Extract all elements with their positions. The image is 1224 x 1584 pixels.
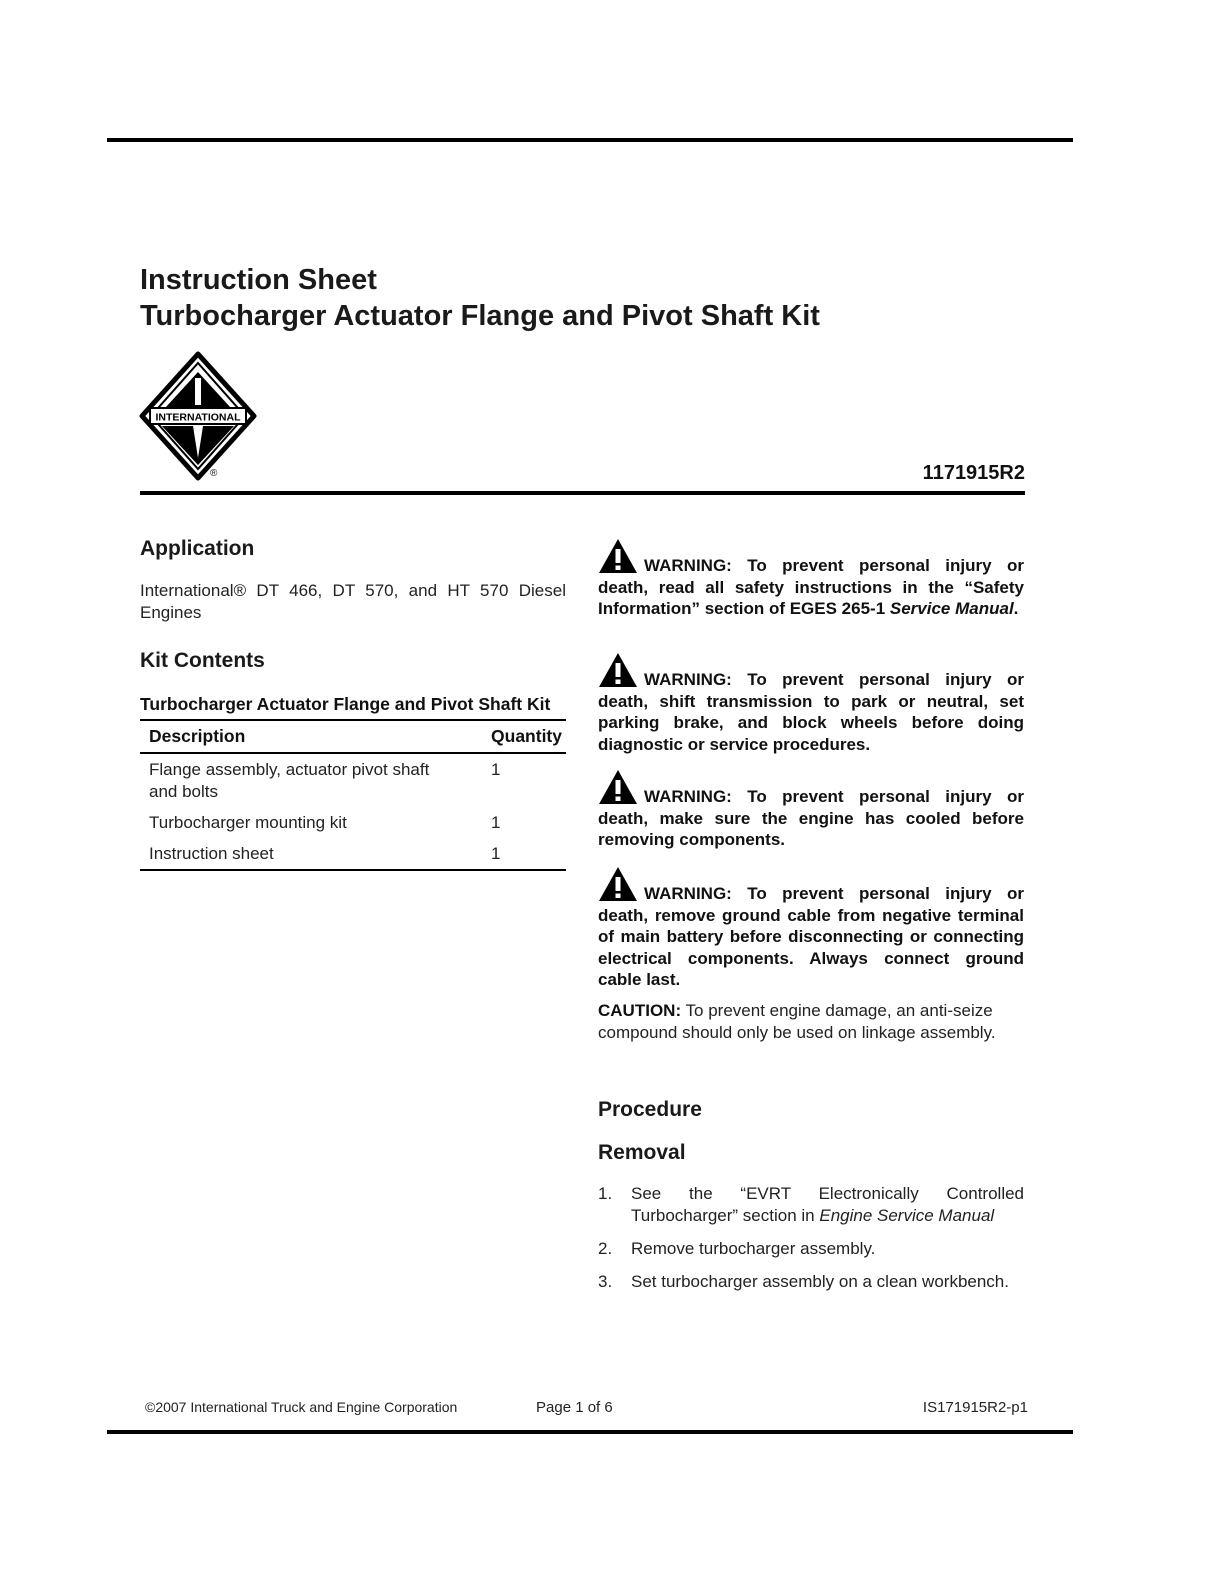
- caution-text: To prevent engine damage, an anti-seize compound should only be used on linkage assembly.: [598, 1001, 996, 1042]
- footer-reference: IS171915R2-p1: [922, 1399, 1028, 1416]
- warning-end: .: [1013, 599, 1019, 618]
- registered-mark: ®: [210, 468, 218, 479]
- caution-note: [598, 1000, 1024, 1044]
- step-text: Set turbocharger assembly on a clean workbench.: [631, 1272, 1009, 1291]
- warning-label: WARNING:: [644, 884, 732, 903]
- step-number: 3.: [598, 1272, 613, 1291]
- title-line-1: Instruction Sheet: [140, 264, 377, 296]
- warning-text: To prevent personal injury or death, remove ground cable from negative terminal of main battery before disconnecting or connecting electrical components. Always connect ground cable last.: [598, 884, 1024, 989]
- step-text-italic: Engine Service Manual: [819, 1206, 995, 1225]
- footer-copyright: ©2007 International Truck and Engine Corporation: [145, 1399, 458, 1415]
- step-text-main: See the “EVRT Electronically Controlled Turbocharger” section in: [631, 1184, 1024, 1225]
- table-caption: Turbocharger Actuator Flange and Pivot Shaft Kit: [140, 694, 566, 721]
- warning-triangle-icon: [598, 866, 638, 902]
- table-header: [140, 721, 566, 754]
- step-text: Remove turbocharger assembly.: [631, 1239, 876, 1258]
- warning-text: To prevent personal injury or death, read all safety instructions in the “Safety Information” section of EGES 265-1: [598, 556, 1024, 618]
- logo-text: INTERNATIONAL: [155, 411, 241, 424]
- column-header-quantity: Quantity: [491, 726, 562, 746]
- row-quantity: 1: [491, 813, 501, 832]
- table-row: [140, 807, 566, 838]
- bottom-rule: [107, 1430, 1073, 1434]
- warning-label: WARNING:: [644, 787, 732, 806]
- warning-triangle-icon: [598, 652, 638, 688]
- row-description: Flange assembly, actuator pivot shaft and bolts: [149, 760, 430, 801]
- list-item: [598, 1183, 1024, 1227]
- warning-2: [598, 652, 1024, 755]
- row-description: Turbocharger mounting kit: [149, 813, 347, 832]
- warning-label: WARNING:: [644, 670, 732, 689]
- footer-page-number: Page 1 of 6: [536, 1399, 613, 1416]
- removal-heading: Removal: [598, 1141, 686, 1164]
- document-number: 1171915R2: [922, 462, 1025, 484]
- warning-italic: Service Manual: [889, 599, 1014, 618]
- row-quantity: 1: [491, 844, 501, 863]
- row-quantity: 1: [491, 760, 501, 779]
- kit-contents-table: [140, 694, 566, 871]
- step-number: 1.: [598, 1184, 613, 1203]
- list-item: [598, 1271, 1024, 1293]
- step-text: [631, 1183, 1024, 1227]
- header-rule: [140, 491, 1025, 495]
- title-line-2: Turbocharger Actuator Flange and Pivot Shaft Kit: [140, 300, 820, 332]
- top-rule: [107, 138, 1073, 142]
- caution-label: CAUTION:: [598, 1001, 682, 1020]
- step-number: 2.: [598, 1239, 613, 1258]
- removal-steps: [598, 1183, 1024, 1304]
- column-header-description: Description: [149, 726, 246, 746]
- warning-1: [598, 538, 1024, 620]
- table-row: [140, 838, 566, 871]
- procedure-heading: Procedure: [598, 1098, 702, 1121]
- warning-3: [598, 769, 1024, 851]
- list-item: [598, 1238, 1024, 1260]
- warning-triangle-icon: [598, 538, 638, 574]
- application-text: International® DT 466, DT 570, and HT 570 Diesel Engines: [140, 581, 566, 622]
- application-heading: Application: [140, 537, 255, 560]
- row-description: Instruction sheet: [149, 844, 274, 863]
- kit-contents-heading: Kit Contents: [140, 649, 265, 672]
- warning-triangle-icon: [598, 769, 638, 805]
- page-title: [140, 262, 820, 334]
- table-body: [140, 754, 566, 871]
- international-diamond-icon: [138, 350, 258, 485]
- warning-4: [598, 866, 1024, 991]
- warning-text: To prevent personal injury or death, shift transmission to park or neutral, set parking brake, and block wheels before doing diagnostic or service procedures.: [598, 670, 1024, 754]
- warning-label: WARNING:: [644, 556, 732, 575]
- table-row: [140, 754, 566, 807]
- warning-text: To prevent personal injury or death, make sure the engine has cooled before removing components.: [598, 787, 1024, 849]
- international-logo: [138, 350, 258, 485]
